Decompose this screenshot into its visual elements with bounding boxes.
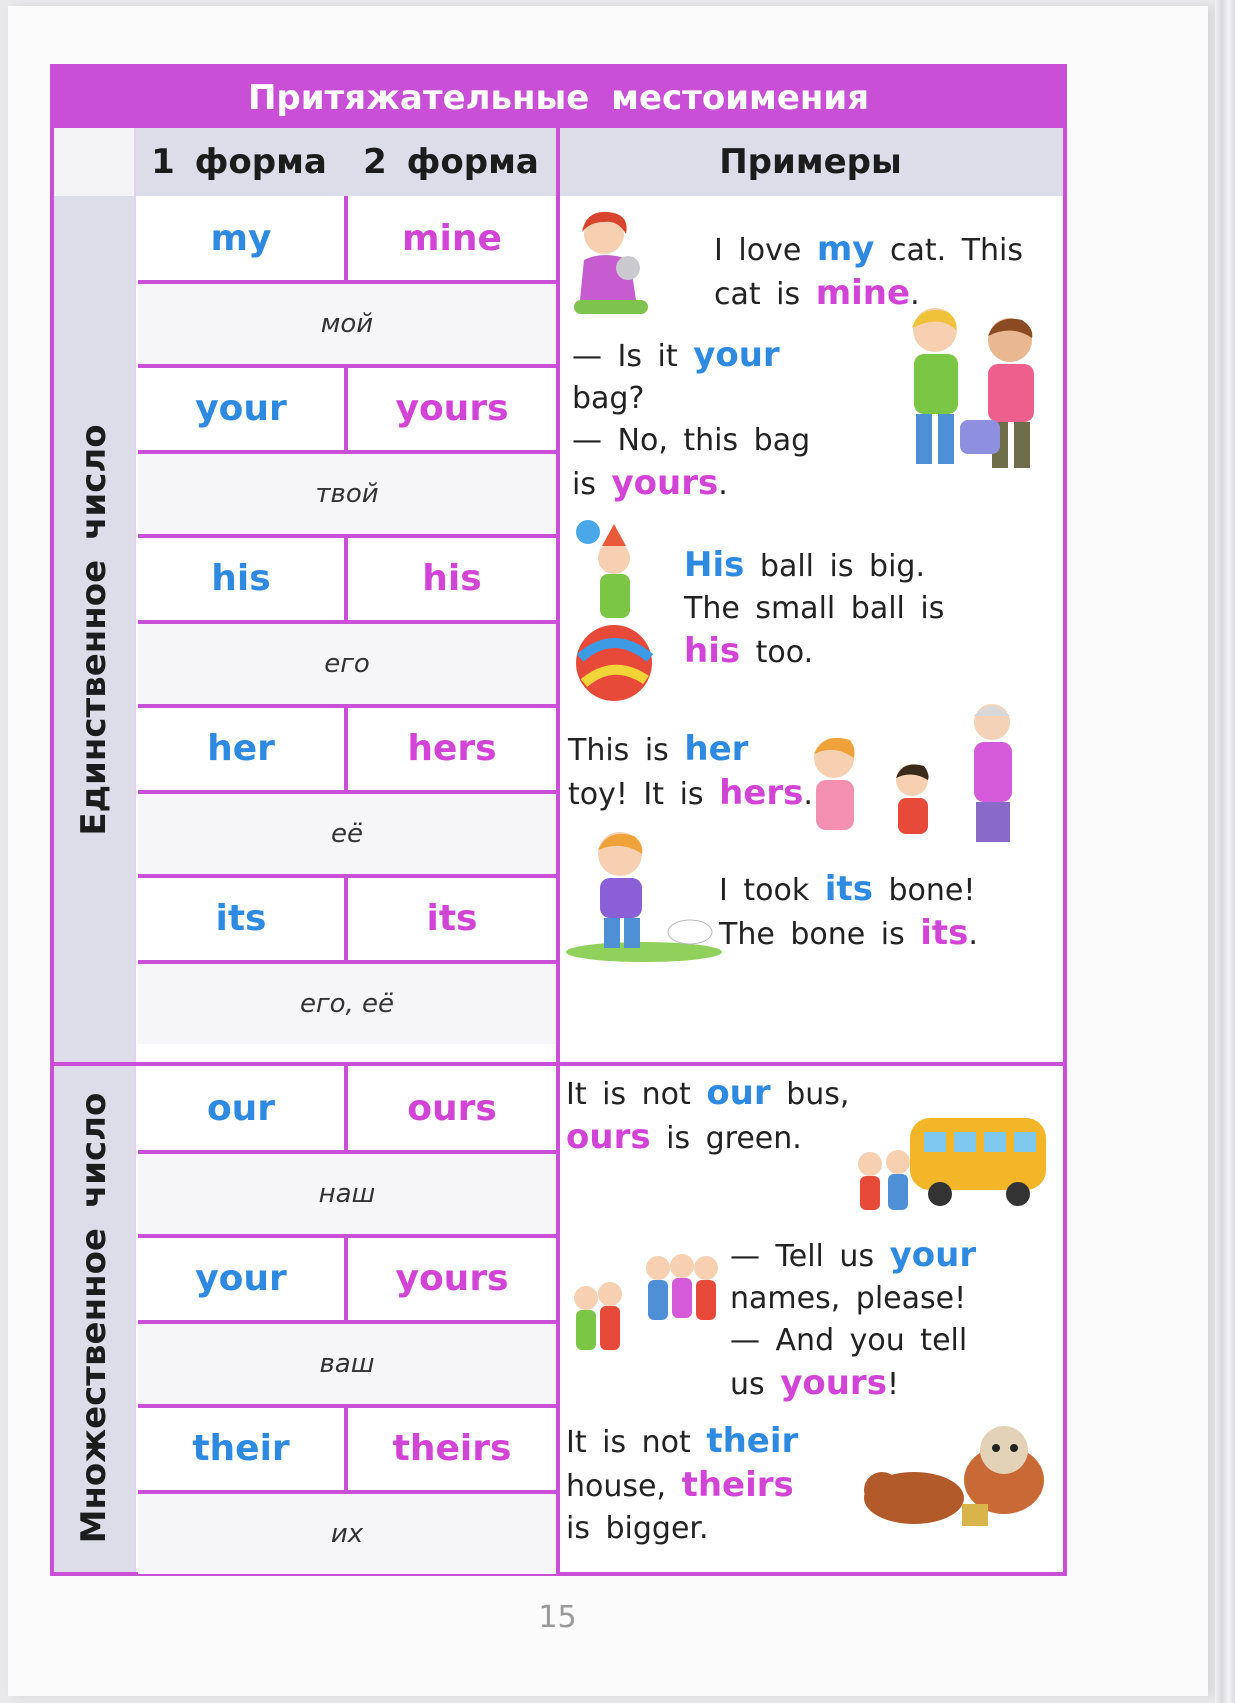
girl-with-cat-illustration — [564, 204, 660, 324]
pronoun-translation: их — [138, 1494, 556, 1574]
pronoun-form2: yours — [395, 388, 509, 429]
pronoun-translation: наш — [138, 1154, 556, 1234]
pronoun-translation: твой — [138, 454, 556, 534]
divider — [134, 128, 136, 1572]
example-our: It is not our bus, ours is green. — [566, 1073, 850, 1157]
side-label-singular: Единственное число — [54, 196, 134, 1064]
example-her: This is her toy! It is hers. — [568, 729, 813, 813]
pronoun-form1: their — [192, 1428, 290, 1469]
example-its: I took its bone! The bone is its. — [719, 869, 978, 953]
header-form1: 1 форма — [134, 128, 344, 196]
pronoun-form1: its — [215, 898, 267, 939]
pronoun-form1: his — [211, 558, 271, 599]
page-number: 15 — [538, 1600, 577, 1635]
pronoun-form1: your — [195, 388, 287, 429]
page-edges — [1215, 0, 1235, 1703]
pronoun-form2: ours — [407, 1088, 497, 1129]
column-divider — [344, 1406, 348, 1492]
column-divider — [344, 366, 348, 452]
pronoun-form1: your — [195, 1258, 287, 1299]
header-examples: Примеры — [558, 128, 1063, 196]
column-divider — [344, 1236, 348, 1322]
header-form2: 2 форма — [344, 128, 558, 196]
pronoun-translation: мой — [138, 284, 556, 364]
pronoun-translation: его — [138, 624, 556, 704]
divider — [556, 128, 560, 1572]
side-label-plural: Множественное число — [54, 1064, 134, 1572]
number-separator — [54, 1062, 1063, 1066]
pronoun-form1: her — [207, 728, 275, 769]
pronoun-form2: its — [426, 898, 478, 939]
school-bus-illustration — [850, 1108, 1050, 1228]
pronoun-form2: mine — [402, 218, 502, 259]
example-his: His ball is big. The small ball is his too. — [684, 545, 945, 671]
column-divider — [344, 536, 348, 622]
column-divider — [344, 706, 348, 792]
pronoun-form2: theirs — [392, 1428, 512, 1469]
pronoun-translation: ваш — [138, 1324, 556, 1404]
pronoun-translation: её — [138, 794, 556, 874]
pronoun-form2: yours — [395, 1258, 509, 1299]
children-group-illustration — [566, 1254, 722, 1380]
column-divider — [344, 1066, 348, 1152]
pronoun-table — [50, 64, 1067, 1576]
dogs-illustration — [854, 1420, 1054, 1550]
pronoun-translation: его, её — [138, 964, 556, 1044]
pronoun-form2: hers — [407, 728, 497, 769]
girls-and-grandma-illustration — [794, 688, 1044, 858]
pronoun-form1: my — [210, 218, 272, 259]
two-boys-illustration — [890, 300, 1060, 480]
example-their: It is not their house, theirs is bigger. — [566, 1421, 799, 1546]
column-divider — [344, 876, 348, 962]
example-your: — Is it your bag? — No, this bag is yours. — [572, 335, 811, 503]
header-corner — [54, 128, 134, 196]
table-title: Притяжательные местоимения — [54, 68, 1063, 128]
pronoun-form2: his — [422, 558, 482, 599]
clown-on-ball-illustration — [568, 518, 658, 708]
column-divider — [344, 196, 348, 282]
boy-with-dog-illustration — [564, 824, 724, 964]
example-your-plural: — Tell us your names, please! — And you tell us yours! — [730, 1235, 977, 1403]
example-my: I love my cat. This cat is mine. — [714, 229, 1024, 313]
pronoun-form1: our — [206, 1088, 276, 1129]
